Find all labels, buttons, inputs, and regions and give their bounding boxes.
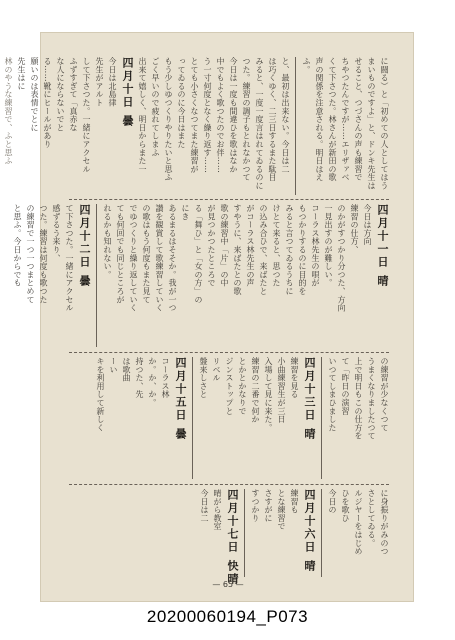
text-column: 晴がら教室: [213, 489, 222, 531]
text-column: 入場して見に来た。: [264, 357, 273, 432]
entry-date-heading: 四月十三日 晴: [303, 357, 316, 441]
entry-date-heading: 四月十五日 曇: [174, 357, 187, 441]
text-column: な人にならないでと: [56, 57, 65, 132]
text-column: 一見出すのが難しい。: [324, 204, 333, 287]
text-column: さとしてゐる。: [367, 489, 376, 548]
text-column: 今日は北島律: [108, 57, 117, 107]
text-column: もう少しゆつくりやりたいと思ふ: [164, 57, 173, 182]
text-column: けとて来ると、思つた: [272, 204, 281, 287]
entry-date-heading: 四月十二日 曇: [78, 204, 91, 288]
text-column: 今日は二: [200, 489, 209, 523]
text-column: 感ずるう来り、: [52, 204, 61, 263]
entry-separator: [295, 57, 296, 195]
text-column: ルジヤーをはじめ: [354, 489, 363, 556]
text-column: リベル: [212, 357, 221, 382]
text-column: の歌はもう何度もまた見て: [142, 204, 151, 304]
text-column: は巧くゆく、二三日するまた駄目: [268, 57, 277, 182]
entry-separator: [96, 204, 97, 347]
entry-date-heading: 四月十一日 晴: [376, 204, 389, 288]
text-column: キを利用して新しく: [96, 357, 105, 432]
text-row-2: [13, 204, 389, 347]
page-number: — 65 —: [212, 580, 244, 589]
page-sheet: [4, 32, 414, 602]
entry-separator: [192, 357, 193, 479]
catalog-id: 20200060194_P073: [146, 607, 309, 626]
text-row-1: [4, 57, 389, 195]
row-divider: [69, 352, 389, 353]
text-column: て「昨日の演習: [341, 357, 350, 416]
text-column: 林のやうな練習で、ふと思ふ: [4, 57, 13, 165]
text-column: ふ。: [302, 57, 311, 74]
text-column: る……靴にヒールがあり: [43, 57, 52, 149]
text-column: が見つかつたところで: [207, 204, 216, 287]
text-column: 練習の二番で何か: [251, 357, 260, 424]
text-column: る「舞ひ」と「女の方」の: [194, 204, 203, 304]
text-column: のかがすつかり分つた、方向: [337, 204, 346, 312]
text-column: 歌の練習中「片」の中: [220, 204, 229, 287]
text-column: 練習の仕方、: [350, 204, 359, 254]
text-column: みると言つてゐるうちに: [285, 204, 294, 296]
text-column: と、最初は出来ない。今日は二: [281, 57, 290, 174]
text-column: いつてしまひました: [328, 357, 337, 432]
text-column: て下さつた。一緒にアクセル: [65, 204, 74, 312]
text-column: 盤来しさと: [199, 357, 208, 399]
text-column: あるまるはそそか。我が一つ: [168, 204, 177, 312]
text-column: すつかり: [251, 489, 260, 523]
text-column: 練習を見る: [290, 357, 299, 399]
text-column: 願いのは表情でとに: [30, 57, 39, 132]
text-column: う一寸何度となく繰り返す……: [203, 57, 212, 174]
text-column: の練習で一つ一つまとめて: [26, 204, 35, 304]
text-column: の込み合ひで、来ばたと: [259, 204, 268, 296]
text-column: ジンストップと: [225, 357, 234, 416]
row-divider: [69, 199, 389, 200]
text-column: 出来て嬉しく、明日からまた一: [138, 57, 147, 174]
text-column: 持つた、先: [135, 357, 144, 399]
text-column: に身振りがみのつ: [380, 489, 389, 556]
text-column: コーラス林: [161, 357, 170, 399]
entry-date-heading: 四月十七日 快晴: [226, 489, 239, 586]
text-column: 先生はに: [17, 57, 26, 91]
text-column: さすがに: [264, 489, 273, 523]
text-column: とな練習で: [277, 489, 286, 531]
text-column: ってゐるのに今日はまた: [177, 57, 186, 149]
text-row-3: [69, 357, 389, 479]
text-column: ちやつたんですが……エリザァベ: [341, 57, 350, 182]
text-column: 先生がアルト: [95, 57, 104, 107]
text-column: 今日は一度も間違ひを歌はなか: [229, 57, 238, 174]
text-column: して下さつた。一緒にアクセル: [82, 57, 91, 174]
text-column: 声の関係を注意される。明日はえ: [315, 57, 324, 182]
text-column: にき: [181, 204, 190, 221]
entry-separator: [321, 357, 322, 479]
text-column: つた。練習は何度も歌つた: [39, 204, 48, 304]
text-column: に闘る）と「初めての人としてはう: [380, 57, 389, 190]
text-column: うまくなりましたつて: [367, 357, 376, 440]
text-column: ーい: [109, 357, 118, 374]
row-divider: [69, 484, 389, 485]
text-column: くて下さつた。林さんが新田の歌: [328, 57, 337, 182]
text-column: とかとかなりで: [238, 357, 247, 416]
text-column: せること、つづさんの声も練習で: [354, 57, 363, 182]
text-column: ごく早いので疲れてしまふ: [151, 57, 160, 157]
text-column: ても何回でも同じところが: [116, 204, 125, 304]
text-column: とても小さくなつてまた練習が: [190, 57, 199, 174]
text-column: 讃を観賞して歌練習していく: [155, 204, 164, 312]
text-column: でゆつくりと繰り返していく: [129, 204, 138, 312]
entry-separator: [321, 489, 322, 577]
text-column: 今日の: [328, 489, 337, 514]
entry-date-heading: 四月十日 曇: [121, 57, 134, 128]
text-column: 今日は方向: [363, 204, 372, 246]
entry-date-heading: 四月十六日 晴: [303, 489, 316, 573]
text-column: もつかりするのに目的を: [298, 204, 307, 296]
text-column: つた。練習の調子もとれなかつて: [242, 57, 251, 182]
text-column: まいものですよ」と、ドンキ先生は: [367, 57, 376, 190]
text-column: 練習も: [290, 489, 299, 514]
text-column: れるかも知れない。: [103, 204, 112, 279]
text-column: と思ふ。今日からでも: [13, 204, 22, 287]
text-column: 上で明日もこの仕方を: [354, 357, 363, 440]
text-column: 小曲練習生が三日: [277, 357, 286, 424]
text-column: すやうに、来ばたとの歌: [233, 204, 242, 296]
text-column: か。か、か。: [148, 357, 157, 407]
text-column: がコーラス林先生の声: [246, 204, 255, 287]
entry-separator: [244, 489, 245, 577]
text-column: ふずすぎて「真赤な: [69, 57, 78, 132]
text-column: 中でもよく歌つたのでお伴……: [216, 57, 225, 174]
text-column: ひを歌ひ: [341, 489, 350, 523]
text-column: の練習が少なくつて: [380, 357, 389, 432]
text-column: は歌曲: [122, 357, 131, 382]
text-column: みると、一度一度言はれてゐるのに: [255, 57, 264, 190]
text-column: コーラス林先生の唄が: [311, 204, 320, 287]
